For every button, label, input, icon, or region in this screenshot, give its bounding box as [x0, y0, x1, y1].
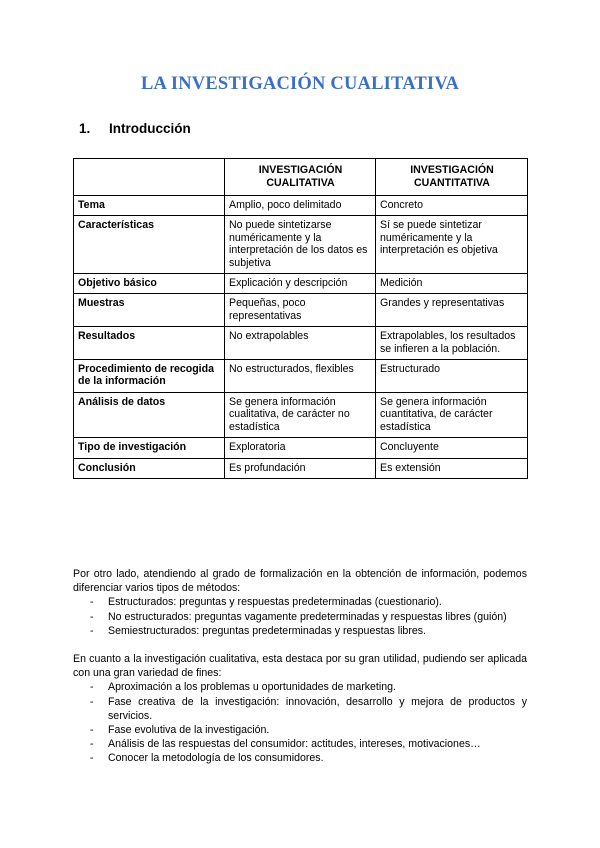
list-item	[73, 737, 527, 751]
cell-cuantitativa: Extrapolables, los resultados se infieren a la población.	[376, 327, 528, 360]
table-row	[74, 196, 528, 216]
list-item	[73, 695, 527, 723]
uses-paragraph	[73, 652, 527, 766]
dash-bullet: -	[90, 681, 94, 694]
cell-cualitativa: No estructurados, flexibles	[225, 360, 376, 393]
paragraph-text: En cuanto a la investigación cualitativa, esta destaca por su gran utilidad, pudiendo ser aplicada con una gran variedad de fines:	[73, 653, 527, 680]
table-row	[74, 438, 528, 458]
cell-cuantitativa: Concluyente	[376, 438, 528, 458]
cell-cuantitativa: Medición	[376, 274, 528, 294]
cell-cualitativa: No extrapolables	[225, 327, 376, 360]
table-header-blank	[74, 159, 225, 196]
row-label: Tipo de investigación	[74, 438, 225, 458]
table-row	[74, 360, 528, 393]
cell-cualitativa: Pequeñas, poco representativas	[225, 294, 376, 327]
row-label: Características	[74, 216, 225, 274]
methods-paragraph	[73, 567, 527, 638]
cell-cuantitativa: Sí se puede sintetizar numéricamente y la interpretación es objetiva	[376, 216, 528, 274]
cell-cualitativa: Se genera información cualitativa, de carácter no estadística	[225, 392, 376, 437]
row-label: Análisis de datos	[74, 392, 225, 437]
row-label: Muestras	[74, 294, 225, 327]
dash-bullet: -	[90, 738, 94, 751]
dash-bullet: -	[90, 724, 94, 737]
bullet-list	[73, 680, 527, 765]
cell-cuantitativa: Estructurado	[376, 360, 528, 393]
list-item	[73, 624, 527, 638]
dash-bullet: -	[90, 752, 94, 765]
dash-bullet: -	[90, 624, 94, 637]
table-row	[74, 274, 528, 294]
row-label: Resultados	[74, 327, 225, 360]
cell-cualitativa: Exploratoria	[225, 438, 376, 458]
table-header-cuantitativa: INVESTIGACIÓN CUANTITATIVA	[376, 159, 528, 196]
list-item-text: Estructurados: preguntas y respuestas predeterminadas (cuestionario).	[108, 596, 442, 609]
cell-cualitativa: Amplio, poco delimitado	[225, 196, 376, 216]
list-item-text: Semiestructurados: preguntas predeterminadas y respuestas libres.	[108, 624, 426, 637]
table-row	[74, 294, 528, 327]
table-header-cualitativa: INVESTIGACIÓN CUALITATIVA	[225, 159, 376, 196]
cell-cuantitativa: Grandes y representativas	[376, 294, 528, 327]
list-item	[73, 723, 527, 737]
table-header-row	[74, 159, 528, 196]
body-text	[73, 567, 527, 780]
cell-cualitativa: No puede sintetizarse numéricamente y la interpretación de los datos es subjetiva	[225, 216, 376, 274]
list-item	[73, 595, 527, 609]
list-item	[73, 610, 527, 624]
row-label: Procedimiento de recogida de la información	[74, 360, 225, 393]
cell-cuantitativa: Se genera información cuantitativa, de carácter estadística	[376, 392, 528, 437]
table-row	[74, 216, 528, 274]
comparison-table	[73, 158, 528, 479]
document-title: LA INVESTIGACIÓN CUALITATIVA	[140, 74, 460, 94]
list-item-text: Aproximación a los problemas u oportunidades de marketing.	[108, 681, 396, 694]
list-item-text: Fase evolutiva de la investigación.	[108, 724, 270, 737]
dash-bullet: -	[90, 596, 94, 609]
section-heading-text: Introducción	[109, 121, 191, 136]
bullet-list	[73, 595, 527, 638]
cell-cualitativa: Es profundación	[225, 458, 376, 478]
dash-bullet: -	[90, 695, 94, 708]
section-number: 1.	[79, 121, 91, 136]
cell-cualitativa: Explicación y descripción	[225, 274, 376, 294]
table-row	[74, 458, 528, 478]
cell-cuantitativa: Es extensión	[376, 458, 528, 478]
list-item	[73, 680, 527, 694]
cell-cuantitativa: Concreto	[376, 196, 528, 216]
list-item-text: Fase creativa de la investigación: innovación, desarrollo y mejora de productos y servicios.	[108, 695, 527, 722]
list-item-text: Análisis de las respuestas del consumidor: actitudes, intereses, motivaciones…	[108, 738, 481, 751]
dash-bullet: -	[90, 610, 94, 623]
row-label: Objetivo básico	[74, 274, 225, 294]
list-item	[73, 751, 527, 765]
row-label: Tema	[74, 196, 225, 216]
paragraph-text: Por otro lado, atendiendo al grado de formalización en la obtención de información, podemos diferenciar varios tipos de métodos:	[73, 568, 527, 595]
section-heading	[79, 121, 191, 136]
list-item-text: Conocer la metodología de los consumidores.	[108, 752, 324, 765]
row-label: Conclusión	[74, 458, 225, 478]
table-row	[74, 327, 528, 360]
list-item-text: No estructurados: preguntas vagamente predeterminadas y respuestas libres (guión)	[108, 610, 507, 623]
table-row	[74, 392, 528, 437]
